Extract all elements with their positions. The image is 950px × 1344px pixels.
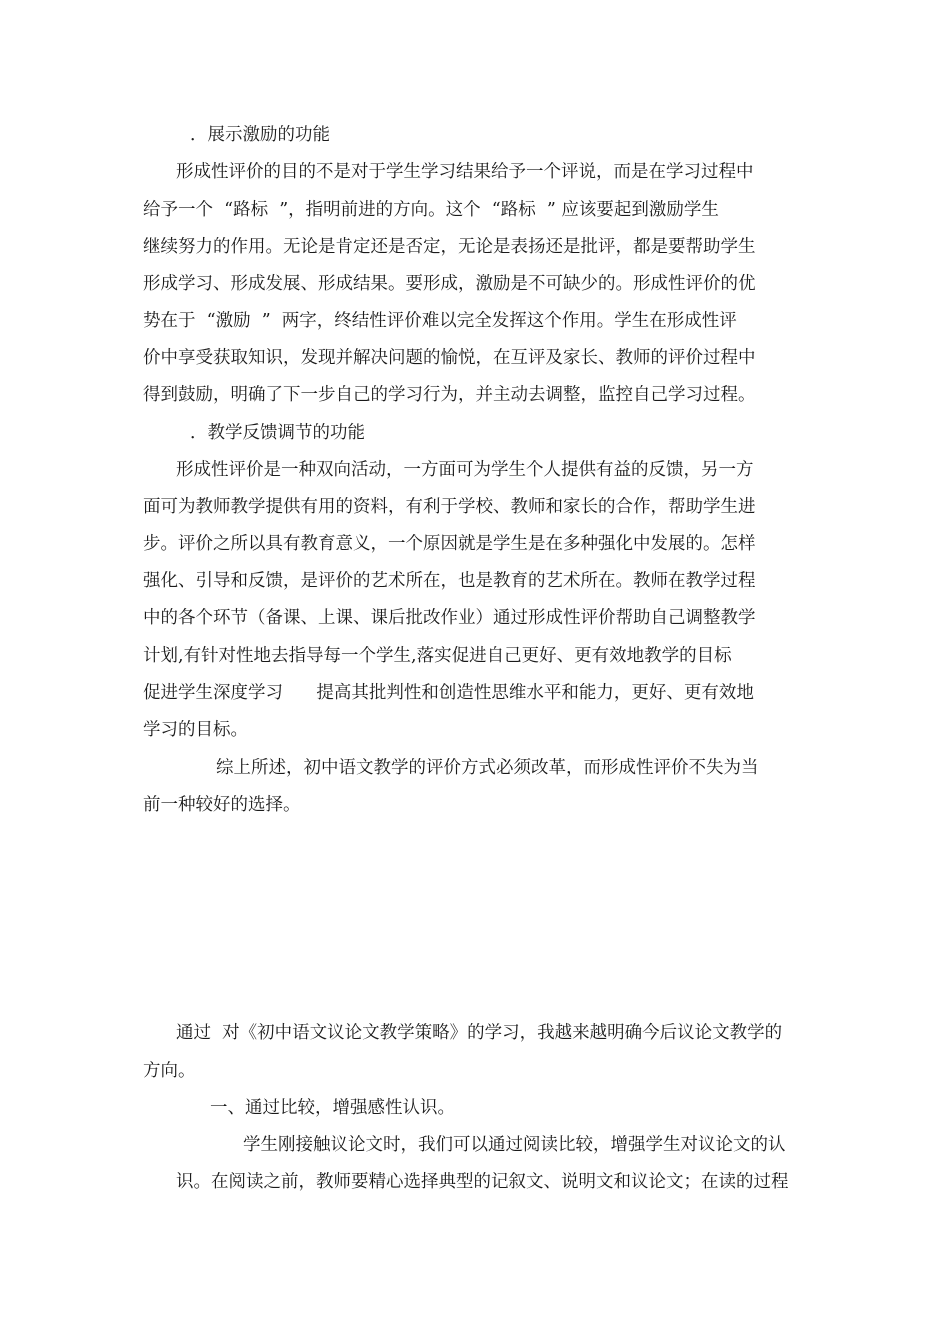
paragraph-line: 学习的目标。 <box>143 720 248 740</box>
paragraph-line: 得到鼓励，明确了下一步自己的学习行为，并主动去调整，监控自己学习过程。 <box>143 385 756 405</box>
intro-line: 通过 对《初中语文议论文教学策略》的学习，我越来越明确今后议论文教学的 <box>176 1023 783 1043</box>
paragraph-line: 形成性评价是一种双向活动，一方面可为学生个人提供有益的反馈，另一方 <box>176 460 754 480</box>
paragraph-line: 步。评价之所以具有教育意义，一个原因就是学生是在多种强化中发展的。怎样 <box>143 534 756 554</box>
paragraph-line: 给予一个 “路标 ”，指明前进的方向。这个 “路标 ” 应该要起到激励学生 <box>143 200 719 220</box>
paragraph-line: 计划,有针对性地去指导每一个学生,落实促进自己更好、更有效地教学的目标 <box>143 646 732 666</box>
intro-line: 方向。 <box>143 1061 196 1081</box>
paragraph-line: 面可为教师教学提供有用的资料，有利于学校、教师和家长的合作，帮助学生进 <box>143 497 756 517</box>
paragraph-line: 形成性评价的目的不是对于学生学习结果给予一个评说，而是在学习过程中 <box>176 162 754 182</box>
paragraph-line: 继续努力的作用。无论是肯定还是否定，无论是表扬还是批评，都是要帮助学生 <box>143 237 756 257</box>
conclusion-line: 综上所述，初中语文教学的评价方式必须改革，而形成性评价不失为当 <box>216 758 759 778</box>
paragraph-line: 势在于 “激励 ” 两字，终结性评价难以完全发挥这个作用。学生在形成性评 <box>143 311 737 331</box>
conclusion-line: 前一种较好的选择。 <box>143 795 301 815</box>
paragraph-line: 形成学习、形成发展、形成结果。要形成，激励是不可缺少的。形成性评价的优 <box>143 274 756 294</box>
paragraph-line: 中的各个环节（备课、上课、课后批改作业）通过形成性评价帮助自己调整教学 <box>143 608 756 628</box>
paragraph-line: 识。在阅读之前，教师要精心选择典型的记叙文、说明文和议论文；在读的过程 <box>176 1172 789 1192</box>
section-heading-encouragement: ．展示激励的功能 <box>190 125 330 145</box>
paragraph-line: 学生刚接触议论文时，我们可以通过阅读比较，增强学生对议论文的认 <box>243 1135 786 1155</box>
section-heading-comparison: 一、通过比较，增强感性认识。 <box>210 1098 455 1118</box>
section-heading-feedback: ．教学反馈调节的功能 <box>190 423 365 443</box>
paragraph-line: 强化、引导和反馈，是评价的艺术所在，也是教育的艺术所在。教师在教学过程 <box>143 571 756 591</box>
paragraph-line: 促进学生深度学习 提高其批判性和创造性思维水平和能力，更好、更有效地 <box>143 683 754 703</box>
paragraph-line: 价中享受获取知识，发现并解决问题的愉悦，在互评及家长、教师的评价过程中 <box>143 348 756 368</box>
